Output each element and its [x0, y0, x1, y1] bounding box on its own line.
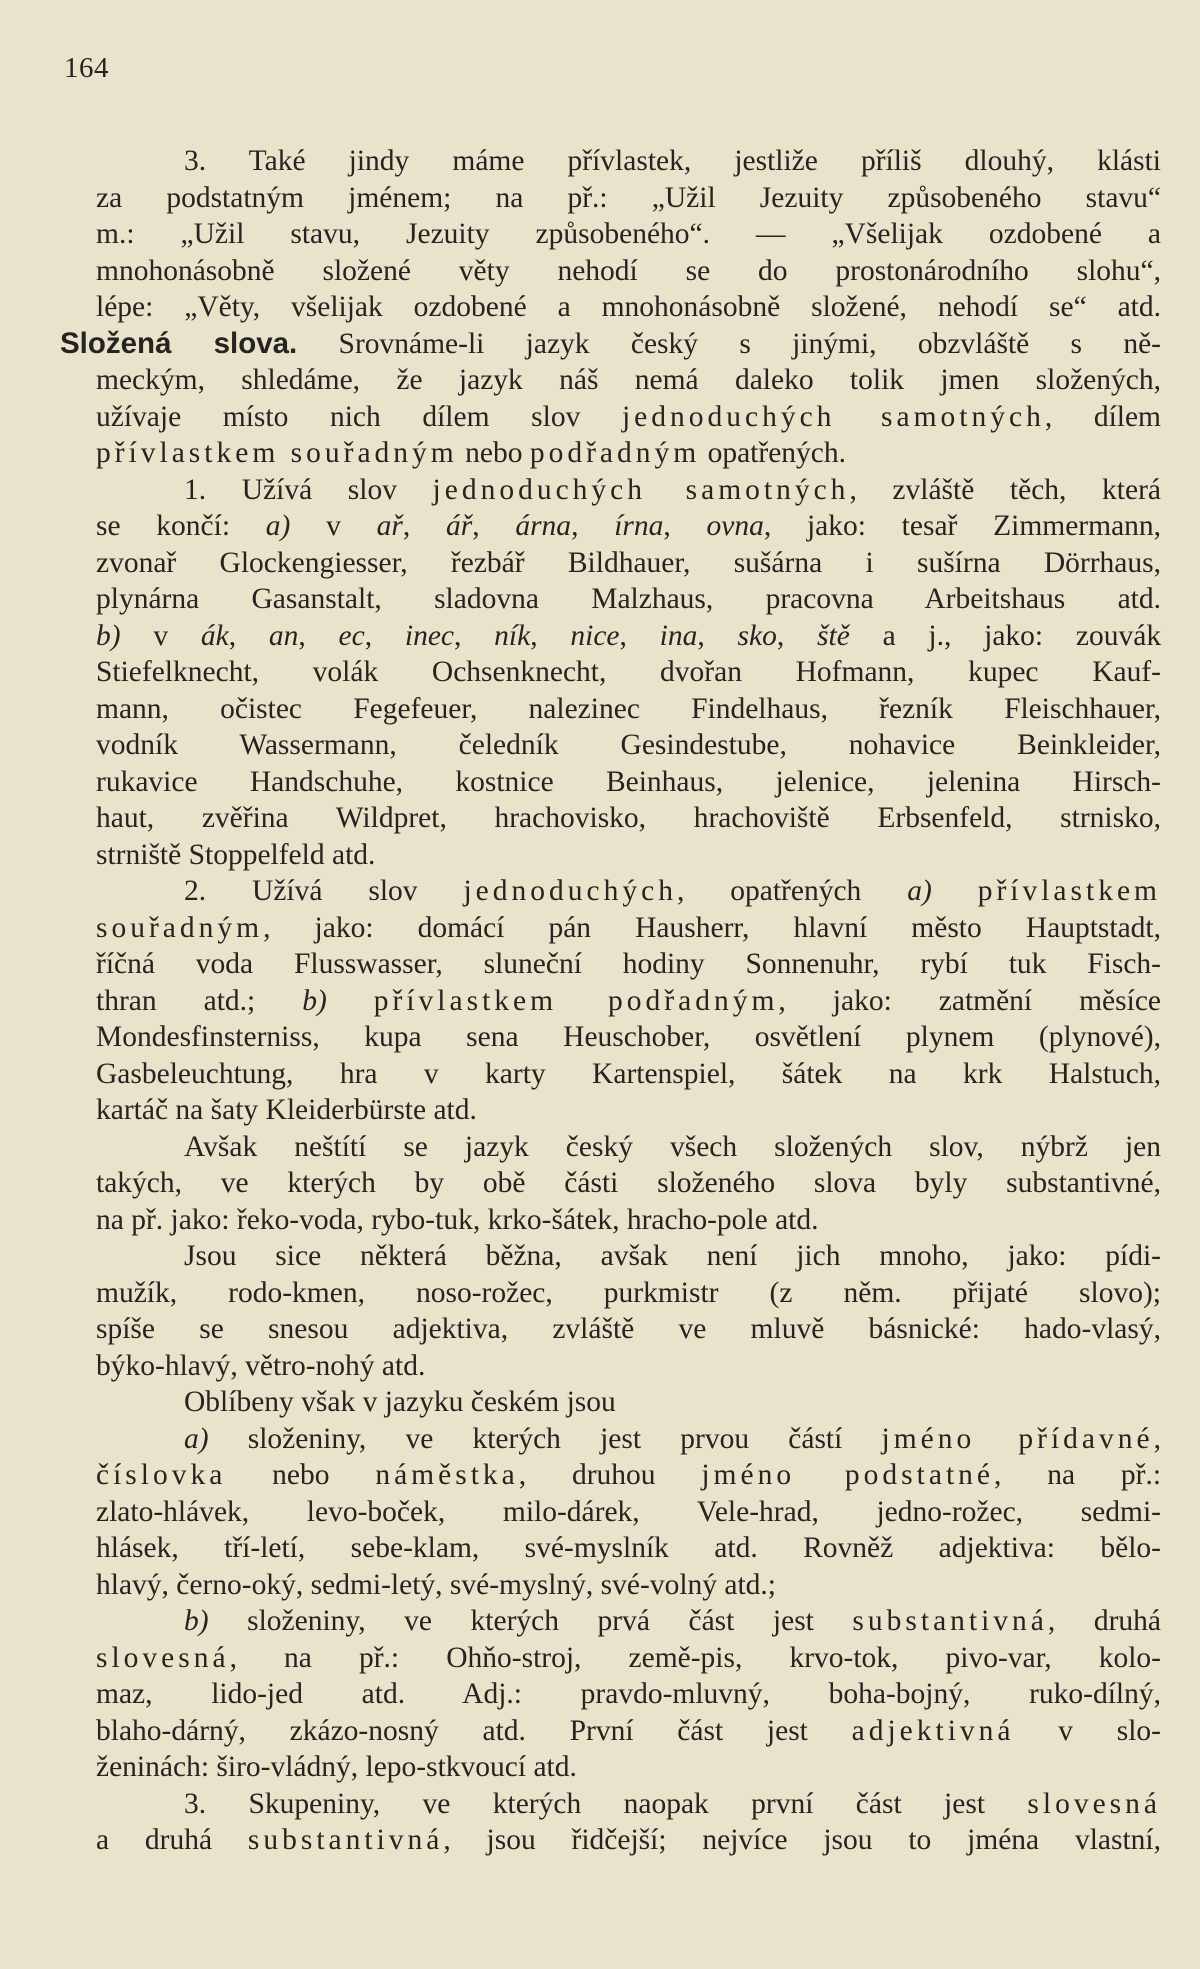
- spaced-emphasis: jednoduchých: [463, 875, 677, 907]
- text-span: zlato-hlávek, levo-boček, milo-dárek, Vele-hrad, jedno-rožec, sedmi-: [96, 1495, 1161, 1528]
- text-span: říčná voda Flusswasser, sluneční hodiny Sonnenuhr, rybí tuk Fisch-: [96, 948, 1161, 980]
- italic-text: ovna: [706, 510, 764, 542]
- text-span: , na př.: Ohňo-stroj, země-pis, krvo-tok, pivo-var, kolo-: [229, 1641, 1161, 1674]
- text-span: meckým, shledáme, že jazyk náš nemá daleko tolik jmen složených,: [96, 364, 1161, 396]
- text-span: hlavý, černo-oký, sedmi-letý, své-myslný, své-volný atd.;: [96, 1568, 776, 1601]
- text-span: m.: „Užil stavu, Jezuity způsobeného“. — „Všelijak ozdobené a: [96, 218, 1161, 250]
- text-span: 3. Také jindy máme přívlastek, jestliže příliš dlouhý, klásti: [184, 145, 1161, 177]
- text-line: [96, 1275, 1161, 1312]
- text-span: 2. Užívá slov: [184, 875, 464, 907]
- text-line: [96, 1384, 1161, 1421]
- text-line: [96, 1786, 1161, 1823]
- text-span: spíše se snesou adjektiva, zvláště ve mluvě básnické: hado-vlasý,: [96, 1313, 1161, 1345]
- spaced-emphasis: slovesná: [96, 1641, 230, 1674]
- text-line: [96, 1749, 1161, 1786]
- text-line: [96, 1567, 1161, 1604]
- text-span: , druhou: [518, 1459, 702, 1491]
- text-line: [96, 1530, 1161, 1567]
- spaced-emphasis: jméno přídavné: [881, 1422, 1154, 1455]
- text-span: užívaje místo nich dílem slov: [96, 400, 622, 433]
- text-span: 3. Skupeniny, ve kterých naopak první část jest: [184, 1787, 1028, 1820]
- italic-text: inec: [404, 619, 455, 652]
- text-span: Gasbeleuchtung, hra v karty Kartenspiel, šátek na krk Halstuch,: [96, 1057, 1161, 1090]
- text-span: [327, 985, 374, 1017]
- text-line: [96, 435, 1161, 472]
- italic-text: ště: [817, 619, 850, 652]
- italic-text: ář: [445, 510, 473, 542]
- text-span: za podstatným jménem; na př.: „Užil Jezuity způsobeného stavu“: [96, 181, 1161, 214]
- text-line: [96, 1421, 1161, 1458]
- spaced-emphasis: adjektivná: [851, 1714, 1015, 1747]
- text-line: [60, 326, 1161, 363]
- text-span: Srovnáme-li jazyk český s jinými, obzvláště s ně-: [297, 327, 1161, 360]
- text-line: [96, 1019, 1161, 1056]
- text-line: [96, 800, 1161, 837]
- text-span: ,: [1153, 1422, 1161, 1455]
- text-line: [96, 1056, 1161, 1093]
- text-span: thran atd.;: [96, 984, 303, 1017]
- text-line: [96, 1092, 1161, 1129]
- text-span: ,: [663, 510, 707, 542]
- spaced-emphasis: substantivná: [852, 1605, 1048, 1637]
- text-span: vodník Wassermann, čeledník Gesindestube, nohavice Beinkleider,: [96, 729, 1161, 761]
- text-span: hlásek, tří-letí, sebe-klam, své-myslník atd. Rovněž adjektiva: bělo-: [96, 1532, 1161, 1564]
- text-line: [96, 508, 1161, 545]
- italic-text: ák: [200, 619, 229, 652]
- text-line: [96, 1713, 1161, 1750]
- text-span: , jako: tesař Zimmermann,: [763, 510, 1162, 542]
- text-span: ,: [697, 619, 738, 652]
- italic-text: ina: [659, 619, 698, 652]
- text-span: mnohonásobně složené věty nehodí se do prostonárodního slohu“,: [96, 254, 1161, 287]
- italic-text: a): [184, 1422, 209, 1455]
- body-text: [60, 143, 1162, 1859]
- text-span: kartáč na šaty Kleiderbürste atd.: [96, 1094, 477, 1126]
- spaced-emphasis: jednoduchých samotných: [621, 400, 1045, 433]
- text-span: [932, 875, 978, 907]
- text-line: [96, 1348, 1161, 1385]
- spaced-emphasis: přívlastkem podřadným: [373, 984, 779, 1017]
- spaced-emphasis: číslovka: [96, 1459, 227, 1491]
- text-line: [96, 727, 1161, 764]
- text-span: ,: [364, 619, 405, 652]
- text-span: složeniny, ve kterých jest prvou částí: [208, 1422, 882, 1455]
- italic-text: b): [184, 1605, 209, 1637]
- text-span: lépe: „Věty, všelijak ozdobené a mnohonásobně složené, nehodí se“ atd.: [96, 291, 1161, 323]
- text-span: zvonař Glockengiesser, řezbář Bildhauer, sušárna i sušírna Dörrhaus,: [96, 546, 1161, 579]
- italic-text: ník: [494, 619, 531, 652]
- spaced-emphasis: jméno podstatné: [701, 1459, 994, 1491]
- text-line: [96, 289, 1161, 326]
- text-span: strniště Stoppelfeld atd.: [96, 838, 376, 871]
- text-span: , jsou řidčejší; nejvíce jsou to jména vlastní,: [443, 1824, 1161, 1856]
- section-heading: Složená slova.: [60, 326, 298, 360]
- text-span: mužík, rodo-kmen, noso-rožec, purkmistr (z něm. přijaté slovo);: [96, 1276, 1161, 1309]
- text-span: , na př.:: [994, 1459, 1162, 1491]
- italic-text: a): [265, 510, 291, 542]
- text-line: [96, 1494, 1161, 1531]
- text-line: [96, 873, 1161, 910]
- text-line: [96, 1165, 1161, 1202]
- spaced-emphasis: podřadným: [529, 437, 701, 469]
- text-span: ,: [402, 510, 446, 542]
- text-span: Oblíbeny však v jazyku českém jsou: [184, 1386, 616, 1418]
- text-line: [96, 1603, 1161, 1640]
- text-span: býko-hlavý, větro-nohý atd.: [96, 1349, 426, 1382]
- italic-text: ec: [338, 619, 365, 652]
- text-span: , jako: domácí pán Hausherr, hlavní město Hauptstadt,: [263, 911, 1161, 944]
- page-number: 164: [64, 52, 109, 84]
- text-span: , opatřených: [676, 875, 908, 907]
- text-span: 1. Užívá slov: [184, 473, 433, 506]
- text-line: [96, 618, 1161, 655]
- text-span: nebo: [457, 437, 530, 469]
- text-span: a j., jako: zouvák: [849, 619, 1162, 652]
- italic-text: nice: [570, 619, 620, 652]
- text-line: [96, 1822, 1161, 1859]
- text-line: [96, 1311, 1161, 1348]
- text-span: v: [120, 619, 201, 652]
- text-span: ,: [571, 510, 615, 542]
- text-span: Mondesfinsterniss, kupa sena Heuschober, osvětlení plynem (plynové),: [96, 1021, 1161, 1053]
- spaced-emphasis: přívlastkem souřadným: [96, 437, 458, 469]
- text-span: , zvláště těch, která: [849, 473, 1161, 506]
- text-span: složeniny, ve kterých prvá část jest: [208, 1605, 853, 1637]
- text-line: [96, 983, 1161, 1020]
- text-line: [96, 1238, 1161, 1275]
- text-line: [96, 143, 1161, 180]
- text-span: v: [290, 510, 377, 542]
- text-span: ,: [454, 619, 495, 652]
- text-span: ,: [619, 619, 660, 652]
- text-line: [96, 362, 1161, 399]
- text-line: [96, 1129, 1161, 1166]
- text-span: ženinách: širo-vládný, lepo-stkvoucí atd.: [96, 1751, 577, 1783]
- text-span: takých, ve kterých by obě části složeného slova byly substantivné,: [96, 1167, 1161, 1199]
- spaced-emphasis: přívlastkem: [977, 875, 1161, 907]
- text-span: maz, lido-jed atd. Adj.: pravdo-mluvný, boha-bojný, ruko-dílný,: [96, 1678, 1161, 1710]
- spaced-emphasis: slovesná: [1027, 1787, 1161, 1820]
- text-span: blaho-dárný, zkázo-nosný atd. První část jest: [96, 1714, 852, 1747]
- text-line: [96, 216, 1161, 253]
- text-span: opatřených.: [700, 437, 847, 469]
- italic-text: an: [268, 619, 299, 652]
- text-span: Stiefelknecht, volák Ochsenknecht, dvořan Hofmann, kupec Kauf-: [96, 656, 1161, 688]
- text-line: [96, 399, 1161, 436]
- text-line: [96, 946, 1161, 983]
- italic-text: b): [302, 984, 327, 1017]
- text-line: [96, 1202, 1161, 1239]
- italic-text: a): [907, 875, 932, 907]
- text-line: [96, 1640, 1161, 1677]
- text-span: nebo: [226, 1459, 376, 1491]
- spaced-emphasis: souřadným: [96, 911, 264, 944]
- text-span: ,: [530, 619, 571, 652]
- text-span: se končí:: [96, 510, 266, 542]
- text-span: haut, zvěřina Wildpret, hrachovisko, hrachoviště Erbsenfeld, strnisko,: [96, 802, 1161, 834]
- italic-text: b): [96, 619, 121, 652]
- text-line: [96, 691, 1161, 728]
- text-span: , jako: zatmění měsíce: [778, 984, 1162, 1017]
- italic-text: ař: [376, 510, 403, 542]
- text-line: [96, 1676, 1161, 1713]
- text-span: Avšak neštítí se jazyk český všech složených slov, nýbrž jen: [184, 1130, 1161, 1163]
- text-span: ,: [776, 619, 818, 652]
- spaced-emphasis: substantivná: [247, 1824, 444, 1856]
- text-span: na př. jako: řeko-voda, rybo-tuk, krko-šátek, hracho-pole atd.: [96, 1203, 819, 1236]
- text-span: a druhá: [96, 1824, 248, 1856]
- text-span: Jsou sice některá běžna, avšak není jich mnoho, jako: pídi-: [184, 1240, 1161, 1272]
- text-span: ,: [298, 619, 339, 652]
- italic-text: sko: [737, 619, 777, 652]
- text-line: [96, 1457, 1161, 1494]
- text-span: ,: [472, 510, 516, 542]
- spaced-emphasis: náměstka: [375, 1459, 519, 1491]
- text-line: [96, 180, 1161, 217]
- text-span: , dílem: [1044, 400, 1162, 433]
- text-span: rukavice Handschuhe, kostnice Beinhaus, jelenice, jelenina Hirsch-: [96, 765, 1161, 798]
- text-span: , druhá: [1047, 1605, 1161, 1637]
- text-line: [96, 837, 1161, 874]
- italic-text: írna: [614, 510, 664, 542]
- text-line: [96, 545, 1161, 582]
- text-line: [96, 253, 1161, 290]
- text-span: mann, očistec Fegefeuer, nalezinec Findelhaus, řezník Fleischhauer,: [96, 692, 1161, 725]
- text-span: plynárna Gasanstalt, sladovna Malzhaus, pracovna Arbeitshaus atd.: [96, 583, 1161, 615]
- spaced-emphasis: jednoduchých samotných: [432, 473, 850, 506]
- italic-text: árna: [515, 510, 572, 542]
- text-line: [96, 764, 1161, 801]
- text-line: [96, 581, 1161, 618]
- text-line: [96, 910, 1161, 947]
- text-span: v slo-: [1014, 1714, 1161, 1747]
- text-line: [96, 472, 1161, 509]
- text-span: ,: [228, 619, 269, 652]
- text-line: [96, 654, 1161, 691]
